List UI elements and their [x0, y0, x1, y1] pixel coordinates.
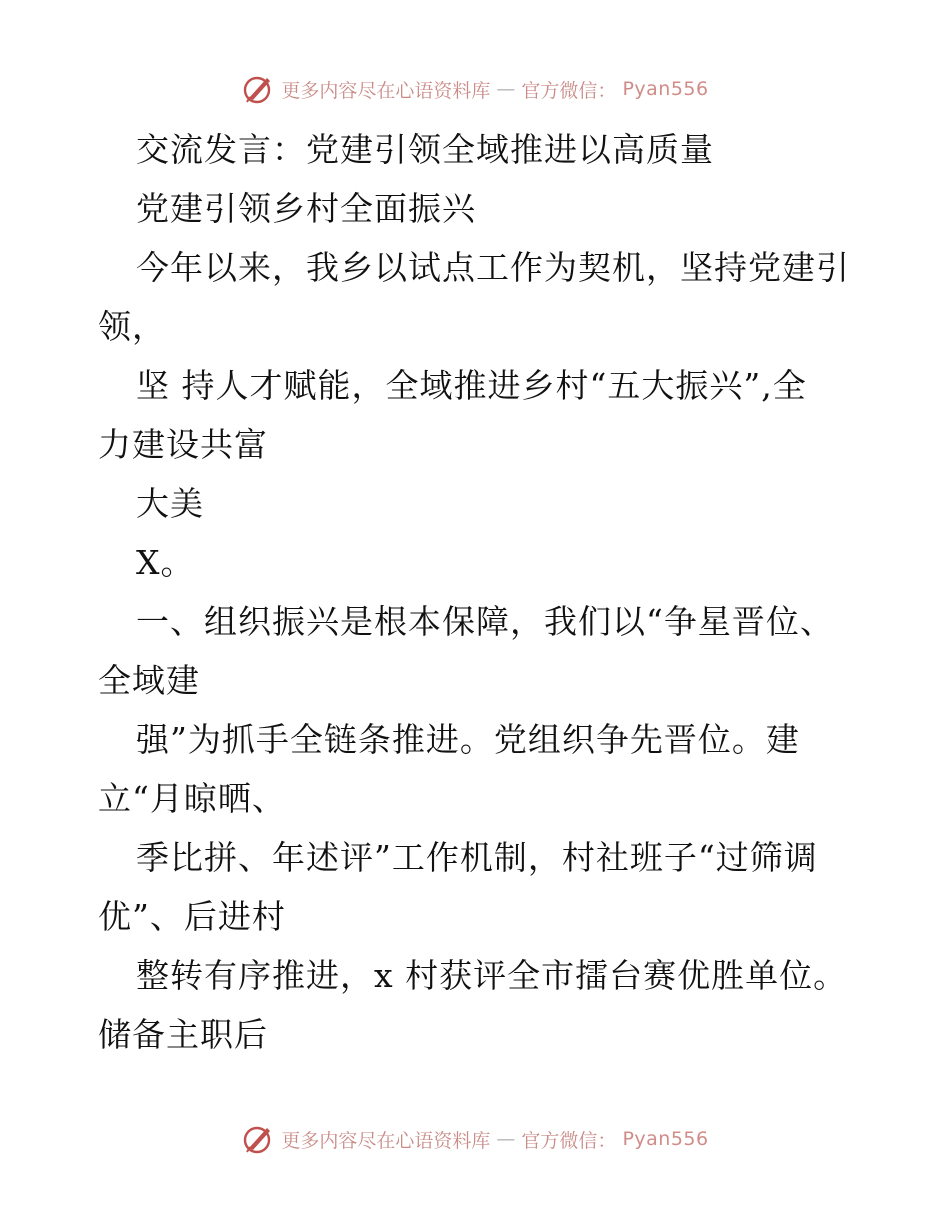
text-line: 全域建: [98, 661, 200, 700]
text-line: 优”、后进村: [98, 897, 286, 936]
watermark-main-text: 更多内容尽在心语资料库: [281, 79, 491, 102]
text-line: 今年以来，我乡以试点工作为契机，坚持党建引: [136, 248, 850, 287]
text-line: X。: [136, 543, 195, 582]
text-line: 党建引领乡村全面振兴: [136, 189, 476, 228]
text-line: 大美: [136, 484, 204, 523]
watermark-main-text: 更多内容尽在心语资料库: [281, 1129, 491, 1152]
text-line: 季比拼、年述评”工作机制，村社班子“过筛调: [136, 838, 818, 877]
watermark-top: [0, 72, 950, 106]
watermark-account-label: 官方微信：: [521, 79, 617, 102]
text-line: 力建设共富: [98, 425, 268, 464]
text-line: 一、组织振兴是根本保障，我们以“争星晋位、: [136, 602, 834, 641]
text-line: 领，: [98, 307, 166, 346]
watermark-account-id: Pyan556: [622, 1128, 709, 1150]
quill-pen-seal-icon: [241, 72, 275, 106]
text-line: 坚 持人才赋能，全域推进乡村“五大振兴”,全: [136, 366, 807, 405]
watermark-separator: —: [496, 78, 516, 100]
text-line: 整转有序推进，x 村获评全市擂台赛优胜单位。: [136, 956, 848, 995]
text-line: 强”为抓手全链条推进。党组织争先晋位。建: [136, 720, 800, 759]
quill-pen-seal-icon: [241, 1122, 275, 1156]
text-line: 储备主职后: [98, 1015, 268, 1054]
document-body: [98, 120, 858, 1064]
watermark-bottom: [0, 1122, 950, 1156]
text-line: 立“月晾晒、: [98, 779, 286, 818]
watermark-account-label: 官方微信：: [521, 1129, 617, 1152]
watermark-account-id: Pyan556: [622, 78, 709, 100]
text-line: 交流发言：党建引领全域推进以高质量: [136, 130, 714, 169]
watermark-separator: —: [496, 1128, 516, 1150]
